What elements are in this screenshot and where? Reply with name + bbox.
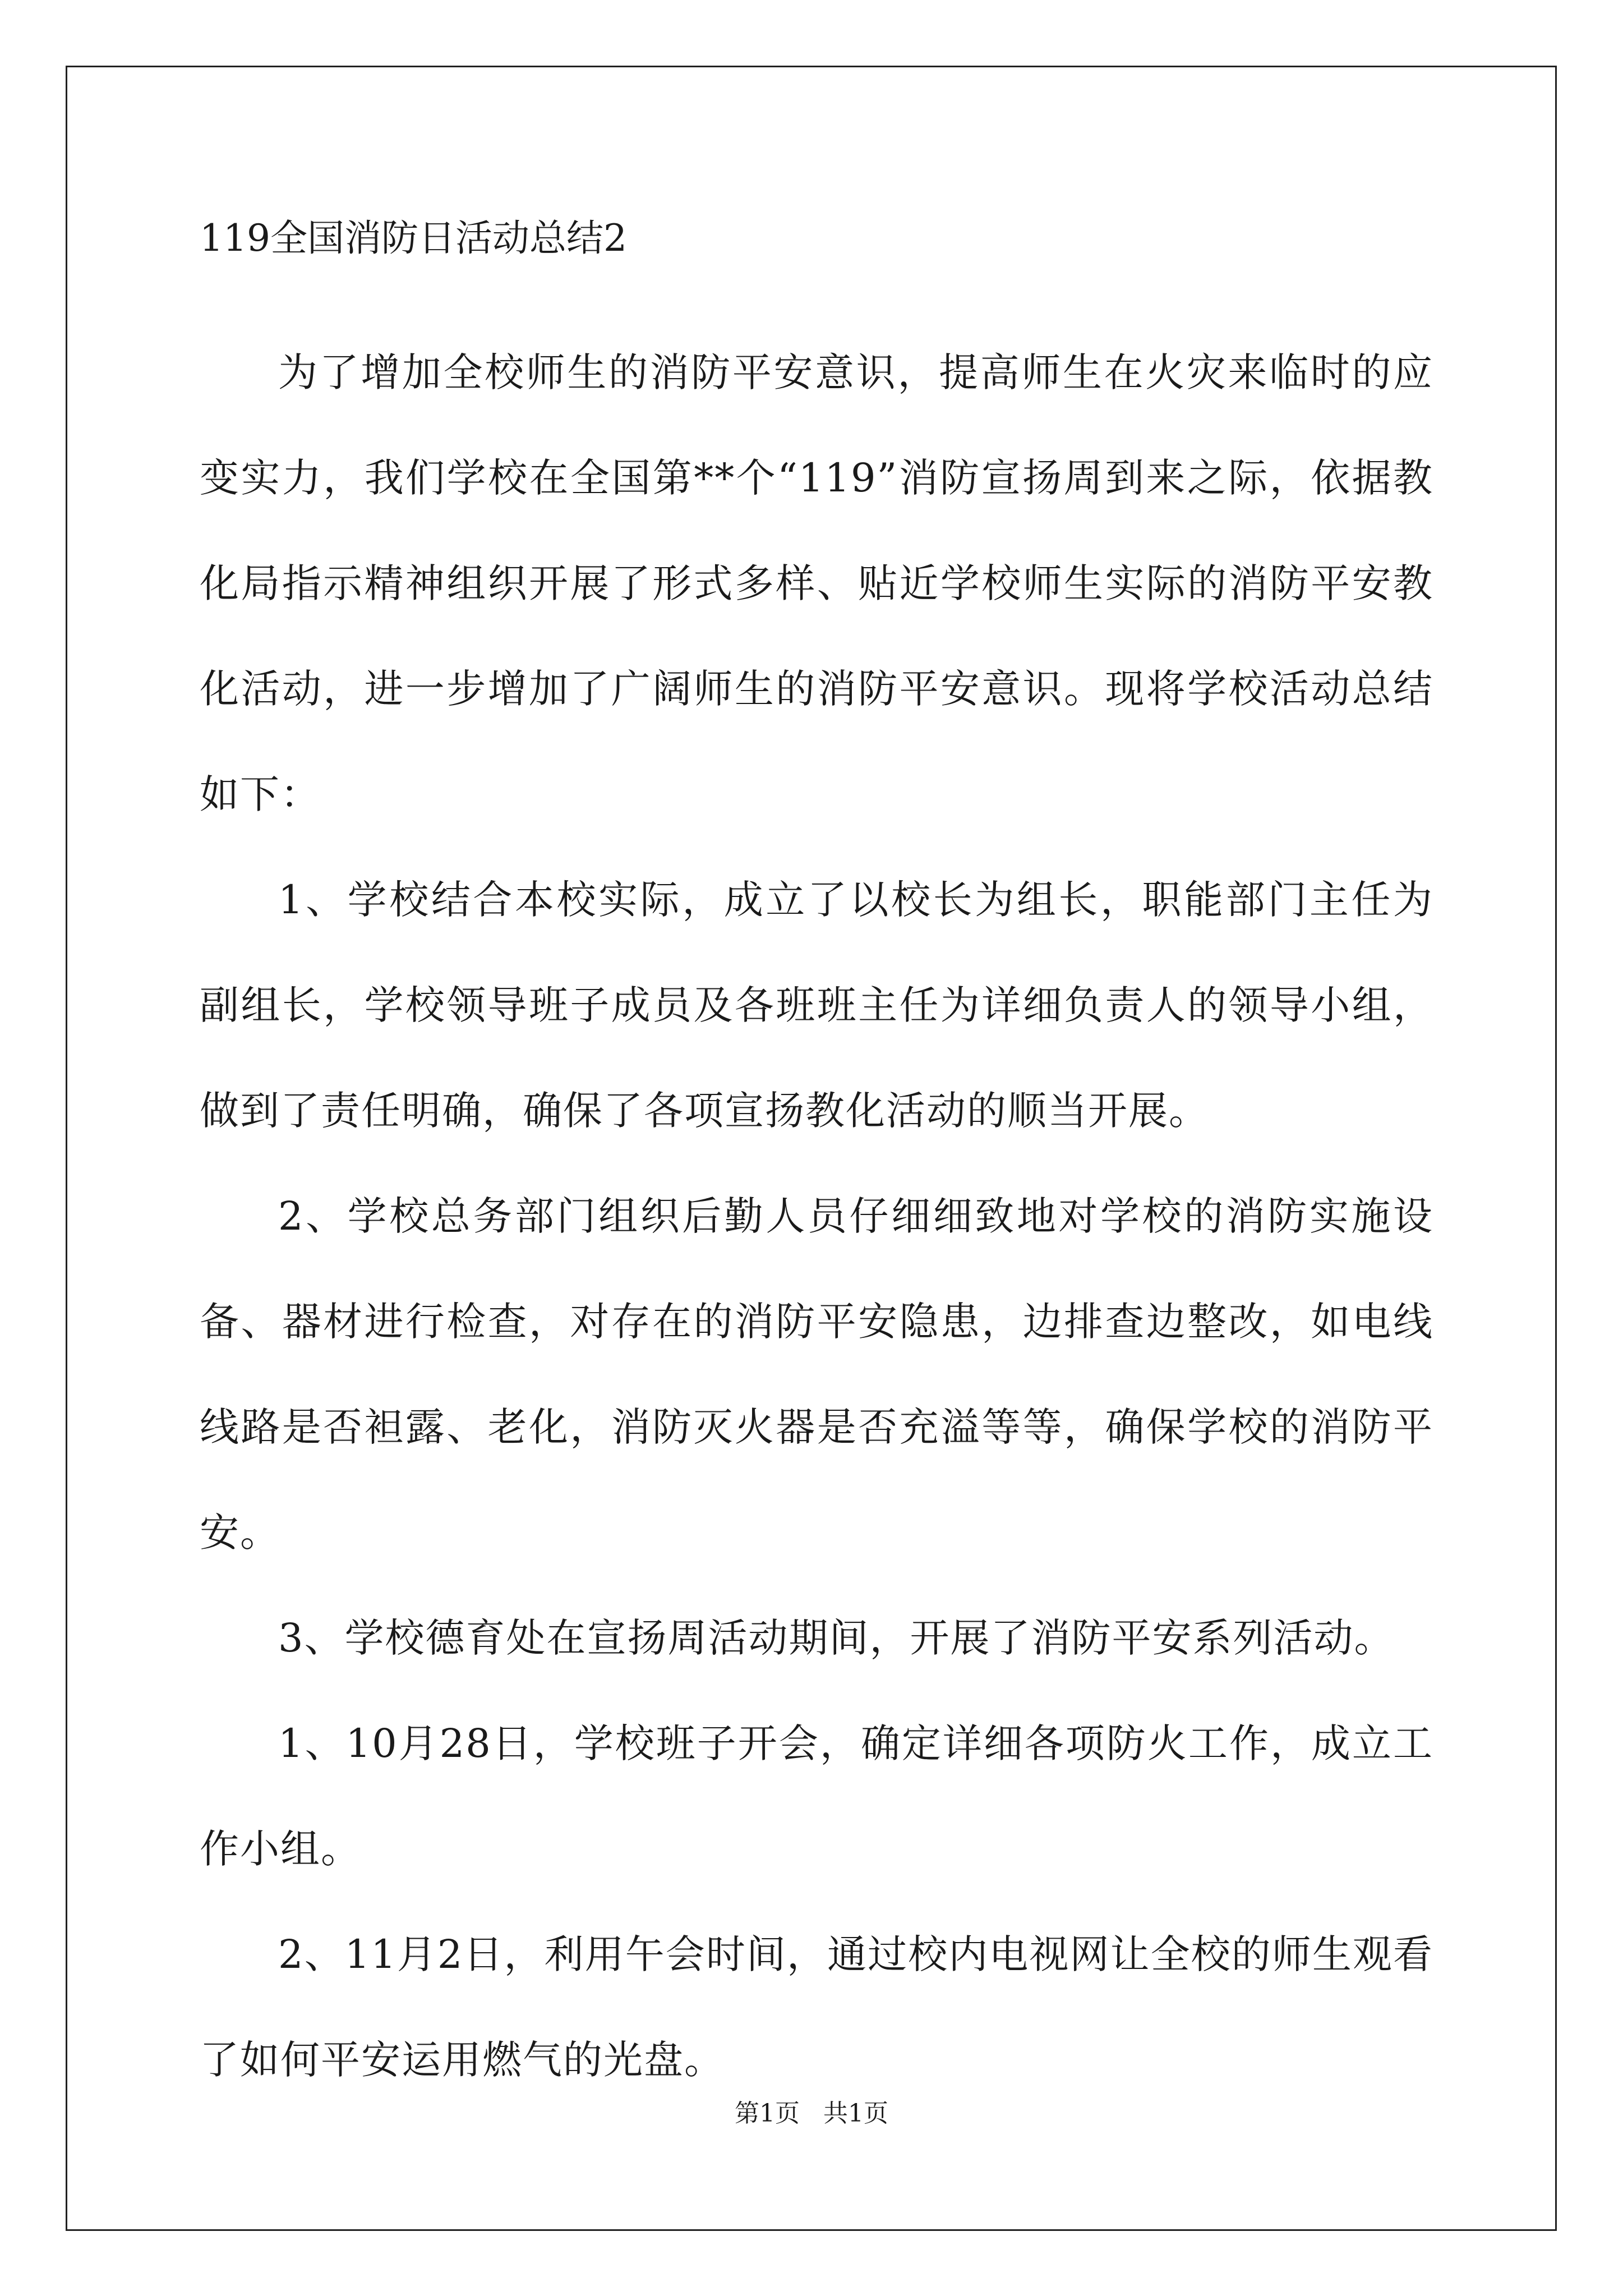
paragraph-item-3: 3、学校德育处在宣扬周活动期间，开展了消防平安系列活动。	[278, 1615, 1395, 1661]
paragraph-subitem-1: 1、10月28日，学校班子开会，确定详细各项防火工作，成立工作小组。	[200, 1720, 1433, 1872]
paragraph-item-2: 2、学校总务部门组织后勤人员仔细细致地对学校的消防实施设备、器材进行检查，对存在的消防平安隐患，边排查边整改，如电线线路是否袒露、老化，消防灭火器是否充溢等等，确保学校的消防平安。	[200, 1193, 1433, 1556]
document-body	[200, 213, 1433, 2113]
paragraph-intro: 为了增加全校师生的消防平安意识，提高师生在火灾来临时的应变实力，我们学校在全国第**个“119”消防宣扬周到来之际，依据教化局指示精神组织开展了形式多样、贴近学校师生实际的消防平安教化活动，进一步增加了广阔师生的消防平安意识。现将学校活动总结如下：	[200, 349, 1433, 817]
paragraph-subitem-2: 2、11月2日，利用午会时间，通过校内电视网让全校的师生观看了如何平安运用燃气的光盘。	[200, 1931, 1433, 2083]
document-title: 119全国消防日活动总结2	[200, 217, 627, 260]
page-number: 第1页 共1页	[735, 2099, 888, 2128]
paragraph-item-1: 1、学校结合本校实际，成立了以校长为组长，职能部门主任为副组长，学校领导班子成员及各班班主任为详细负责人的领导小组，做到了责任明确，确保了各项宣扬教化活动的顺当开展。	[200, 877, 1433, 1134]
